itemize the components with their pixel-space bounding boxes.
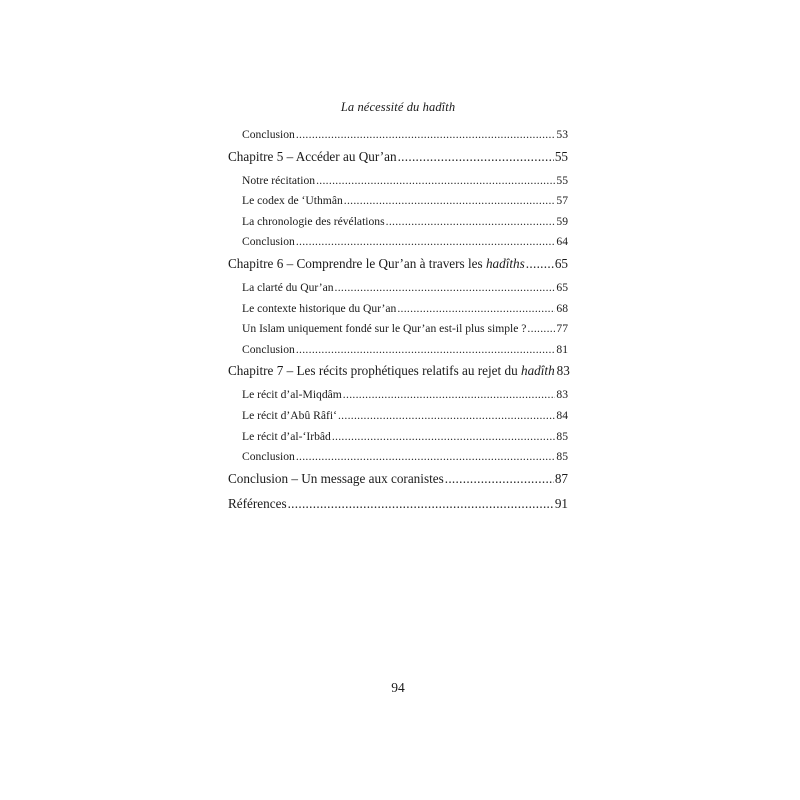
dot-leader — [397, 302, 555, 315]
toc-entry-title: La clarté du Qur’an — [242, 280, 334, 294]
toc-entry — [228, 281, 568, 302]
toc-entry — [228, 215, 568, 236]
toc-entry-page: 81 — [556, 342, 568, 356]
dot-leader — [386, 215, 556, 228]
toc-entry — [228, 174, 568, 195]
dot-leader — [316, 174, 555, 187]
toc-entry-page: 57 — [556, 194, 568, 208]
toc-entry — [228, 450, 568, 471]
toc-entry-title: Le codex de ‘Uthmân — [242, 194, 343, 208]
toc-entry-title: Références — [228, 495, 287, 511]
toc-entry-title: Le récit d’al-Miqdâm — [242, 388, 342, 402]
dot-leader — [338, 409, 555, 422]
toc-entry-page: 77 — [556, 322, 568, 336]
dot-leader — [344, 194, 556, 207]
toc-entry — [228, 149, 568, 174]
toc-entry-title: Chapitre 5 – Accéder au Qur’an — [228, 148, 397, 164]
running-head: La nécessité du hadîth — [340, 100, 456, 114]
toc-entry-title: Le récit d’al-‘Irbâd — [242, 429, 331, 443]
dot-leader — [526, 256, 554, 272]
toc-entry-page: 55 — [556, 173, 568, 187]
dot-leader — [335, 281, 556, 294]
toc-entry-page: 85 — [556, 429, 568, 443]
toc-entry-page: 83 — [556, 363, 570, 379]
toc-entry-page: 53 — [556, 128, 568, 141]
dot-leader — [296, 128, 556, 141]
toc-entry-page: 59 — [556, 214, 568, 228]
toc-entry-page: 83 — [556, 388, 568, 402]
toc-entry-page: 84 — [556, 408, 568, 422]
dot-leader — [296, 235, 556, 248]
dot-leader — [332, 430, 556, 443]
toc-entry-title: Conclusion — [242, 235, 295, 249]
toc-entry — [228, 363, 568, 388]
toc-entry-title: Notre récitation — [242, 173, 316, 187]
toc-entry — [228, 388, 568, 409]
toc-entry-page: 64 — [556, 235, 568, 249]
toc-entry-title: Le récit d’Abû Râfi‘ — [242, 408, 337, 422]
toc-entry — [228, 235, 568, 256]
dot-leader — [527, 322, 555, 335]
toc-entry-title: Conclusion – Un message aux coranistes — [228, 470, 444, 486]
toc-entry — [228, 302, 568, 323]
page-number: 94 — [391, 680, 405, 695]
dot-leader — [398, 149, 554, 165]
dot-leader — [343, 388, 556, 401]
toc-entry-title: Conclusion — [242, 128, 295, 141]
toc-entry-title: Un Islam uniquement fondé sur le Qur’an est-il plus simple ? — [242, 322, 527, 336]
toc-entry-page: 87 — [554, 470, 568, 486]
toc-entry-page: 91 — [554, 495, 568, 511]
toc-entry — [228, 194, 568, 215]
toc-entry — [228, 322, 568, 343]
table-of-contents — [228, 128, 568, 521]
toc-entry-title: La chronologie des révélations — [242, 214, 385, 228]
toc-entry-title: Le contexte historique du Qur’an — [242, 301, 397, 315]
toc-entry — [228, 430, 568, 451]
dot-leader — [296, 343, 556, 356]
toc-entry-page: 85 — [556, 450, 568, 464]
toc-entry — [228, 128, 568, 149]
toc-entry-page: 65 — [556, 280, 568, 294]
toc-entry-page: 68 — [556, 301, 568, 315]
dot-leader — [296, 450, 556, 463]
toc-entry — [228, 409, 568, 430]
toc-entry-title: Chapitre 6 – Comprendre le Qur’an à travers les hadîths — [228, 255, 525, 271]
toc-entry-title: Chapitre 7 – Les récits prophétiques relatifs au rejet du hadîth — [228, 363, 555, 379]
toc-entry — [228, 343, 568, 364]
dot-leader — [288, 496, 554, 512]
toc-entry — [228, 496, 568, 521]
dot-leader — [445, 471, 554, 487]
toc-entry-title: Conclusion — [242, 342, 295, 356]
toc-entry-page: 55 — [554, 148, 568, 164]
toc-entry — [228, 256, 568, 281]
toc-entry-page: 65 — [554, 255, 568, 271]
toc-entry — [228, 471, 568, 496]
toc-entry-title: Conclusion — [242, 450, 295, 464]
